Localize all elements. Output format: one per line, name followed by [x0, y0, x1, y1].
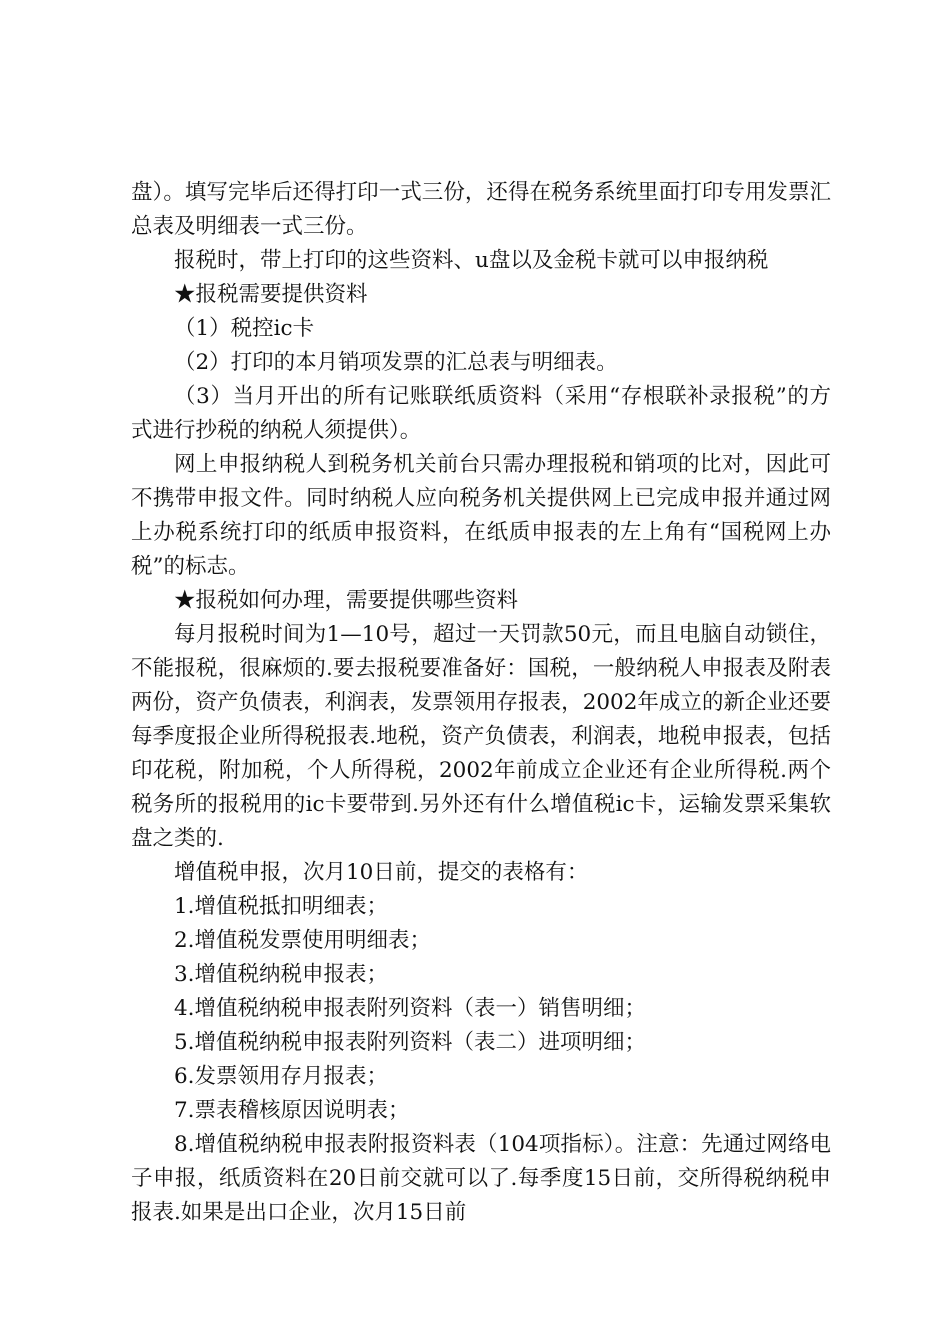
list-item: （2）打印的本月销项发票的汇总表与明细表。	[174, 350, 618, 375]
list-item: （3）当月开出的所有记账联纸质资料（采用“存根联补录报税”的方式进行抄税的纳税人须提供）。	[131, 384, 831, 443]
paragraph-vat-filing: 增值税申报，次月10日前，提交的表格有：	[174, 860, 589, 885]
list-item: 4.增值税纳税申报表附列资料（表一）销售明细；	[174, 996, 647, 1021]
paragraph-online-filing: 网上申报纳税人到税务机关前台只需办理报税和销项的比对，因此可不携带申报文件。同时纳税人应向税务机关提供网上已完成申报并通过网上办税系统打印的纸质申报资料，在纸质申报表的左上角有“国税网上办税”的标志。	[131, 452, 831, 579]
paragraph-item-8: 8.增值税纳税申报表附报资料表（104项指标）。注意：先通过网络电子申报，纸质资料在20日前交就可以了.每季度15日前，交所得税纳税申报表.如果是出口企业，次月15日前	[131, 1132, 831, 1225]
paragraph-tax-filing: 报税时，带上打印的这些资料、u盘以及金税卡就可以申报纳税	[174, 248, 769, 273]
list-item: 1.增值税抵扣明细表；	[174, 894, 389, 919]
section-heading-how-to-file: ★报税如何办理，需要提供哪些资料	[174, 588, 519, 613]
list-item: 7.票表稽核原因说明表；	[174, 1098, 410, 1123]
list-item: （1）税控ic卡	[174, 316, 315, 341]
paragraph-monthly-filing: 每月报税时间为1—10号，超过一天罚款50元，而且电脑自动锁住，不能报税，很麻烦的.要去报税要准备好：国税，一般纳税人申报表及附表两份，资产负债表，利润表，发票领用存报表，2002年成立的新企业还要每季度报企业所得税报表.地税，资产负债表，利润表，地税申报表，包括印花税，附加税，个人所得税，2002年前成立企业还有企业所得税.两个税务所的报税用的ic卡要带到.另外还有什么增值税ic卡，运输发票采集软盘之类的.	[131, 622, 831, 851]
list-item: 2.增值税发票使用明细表；	[174, 928, 432, 953]
section-heading-required-materials: ★报税需要提供资料	[174, 282, 368, 307]
document-body	[131, 176, 831, 1230]
list-item: 3.增值税纳税申报表；	[174, 962, 389, 987]
list-item: 5.增值税纳税申报表附列资料（表二）进项明细；	[174, 1030, 647, 1055]
paragraph-continuation: 盘）。填写完毕后还得打印一式三份，还得在税务系统里面打印专用发票汇总表及明细表一式三份。	[131, 180, 831, 239]
list-item: 6.发票领用存月报表；	[174, 1064, 389, 1089]
